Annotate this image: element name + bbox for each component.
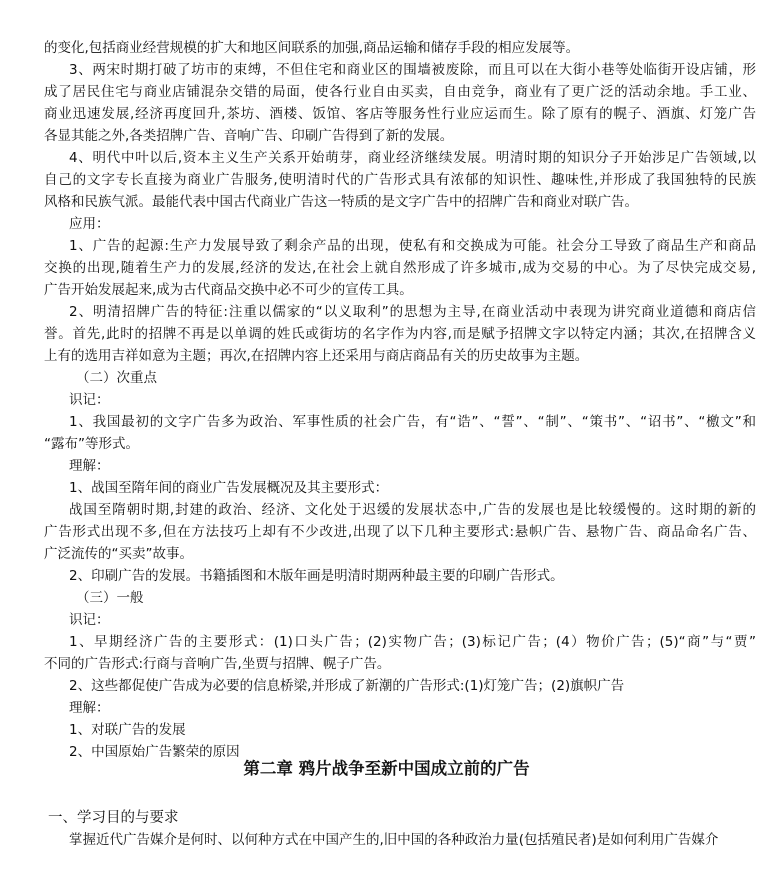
subsection-heading: （二）次重点 — [76, 370, 157, 386]
text-line: 1、早期经济广告的主要形式：(1)口头广告；(2)实物广告；(3)标记广告；(4）物价广告；(5)“商”与“贾” — [69, 634, 756, 650]
text-line: 的变化,包括商业经营规模的扩大和地区间联系的加强,商品运输和储存手段的相应发展等。 — [44, 40, 580, 56]
text-line: 3、两宋时期打破了坊市的束缚，不但住宅和商业区的围墙被废除，而且可以在大街小巷等处临街开设店铺，形 — [69, 62, 756, 78]
text-line: 自己的文字专长直接为商业广告服务,使明清时代的广告形式具有浓郁的知识性、趣味性,并形成了我国独特的民族 — [44, 172, 756, 188]
text-line: 1、战国至隋年间的商业广告发展概况及其主要形式： — [69, 480, 389, 496]
text-line: 交换的出现,随着生产力的发展,经济的发达,在社会上就自然形成了许多城市,成为交易的中心。为了尽快完成交易, — [44, 260, 756, 276]
text-line: 成了居民住宅与商业店铺混杂交错的局面，使各行业自由买卖，自由竞争，商业有了更广泛的活动余地。手工业、 — [44, 84, 756, 100]
text-line: 上有的选用吉祥如意为主题；再次,在招牌内容上还采用与商店商品有关的历史故事为主题。 — [44, 348, 589, 364]
text-line: 不同的广告形式:行商与音响广告,坐贾与招牌、幌子广告。 — [44, 656, 391, 672]
section-label: 理解： — [69, 458, 110, 474]
text-line: 2、明清招牌广告的特征:注重以儒家的“以义取利”的思想为主导,在商业活动中表现为讲究商业道德和商店信 — [69, 304, 756, 320]
section-label: 理解： — [69, 700, 110, 716]
text-line: 广告开始发展起来,成为古代商品交换中必不可少的宣传工具。 — [44, 282, 413, 298]
text-line: 风格和民族气派。最能代表中国古代商业广告这一特质的是文字广告中的招牌广告和商业对联广告。 — [44, 194, 638, 210]
text-line: 1、广告的起源:生产力发展导致了剩余产品的出现，使私有和交换成为可能。社会分工导致了商品生产和商品 — [69, 238, 756, 254]
chapter-title: 第二章 鸦片战争至新中国成立前的广告 — [243, 759, 530, 778]
text-line: 2、中国原始广告繁荣的原因 — [69, 744, 240, 760]
section-label: 识记： — [69, 392, 110, 408]
text-line: 4、明代中叶以后,资本主义生产关系开始萌芽，商业经济继续发展。明清时期的知识分子开始涉足广告领域,以 — [69, 150, 756, 166]
section-label: 识记： — [69, 612, 110, 628]
subsection-heading: （三）一般 — [76, 590, 144, 606]
text-line: 掌握近代广告媒介是何时、以何种方式在中国产生的,旧中国的各种政治力量(包括殖民者)是如何利用广告媒介 — [69, 832, 719, 848]
text-line: 1、我国最初的文字广告多为政治、军事性质的社会广告，有“诰”、“誓”、“制”、“策书”、“诏书”、“檄文”和 — [69, 414, 756, 430]
text-line: 各显其能之外,各类招牌广告、音响广告、印刷广告得到了新的发展。 — [44, 128, 454, 144]
text-line: 商业迅速发展,经济再度回升,茶坊、酒楼、饭馆、客店等服务性行业应运而生。除了原有的幌子、酒旗、灯笼广告 — [44, 106, 756, 122]
section-title: 一、学习目的与要求 — [48, 810, 179, 826]
text-line: 广告形式出现不多,但在方法技巧上却有不少改进,出现了以下几种主要形式:悬帜广告、悬物广告、商品命名广告、 — [44, 524, 756, 540]
text-line: 1、对联广告的发展 — [69, 722, 186, 738]
text-line: 广泛流传的“买卖”故事。 — [44, 546, 193, 562]
text-line: “露布”等形式。 — [44, 436, 139, 452]
section-label: 应用： — [69, 216, 110, 232]
text-line: 2、这些都促使广告成为必要的信息桥梁,并形成了新潮的广告形式:(1)灯笼广告；(2)旗帜广告 — [69, 678, 625, 694]
text-line: 2、印刷广告的发展。书籍插图和木版年画是明清时期两种最主要的印刷广告形式。 — [69, 568, 564, 584]
text-line: 誉。首先,此时的招牌不再是以单调的姓氏或街坊的名字作为内容,而是赋予招牌文字以特定内涵；其次,在招牌含义 — [44, 326, 756, 342]
text-line: 战国至隋朝时期,封建的政治、经济、文化处于迟缓的发展状态中,广告的发展也是比较缓慢的。这时期的新的 — [69, 502, 756, 518]
